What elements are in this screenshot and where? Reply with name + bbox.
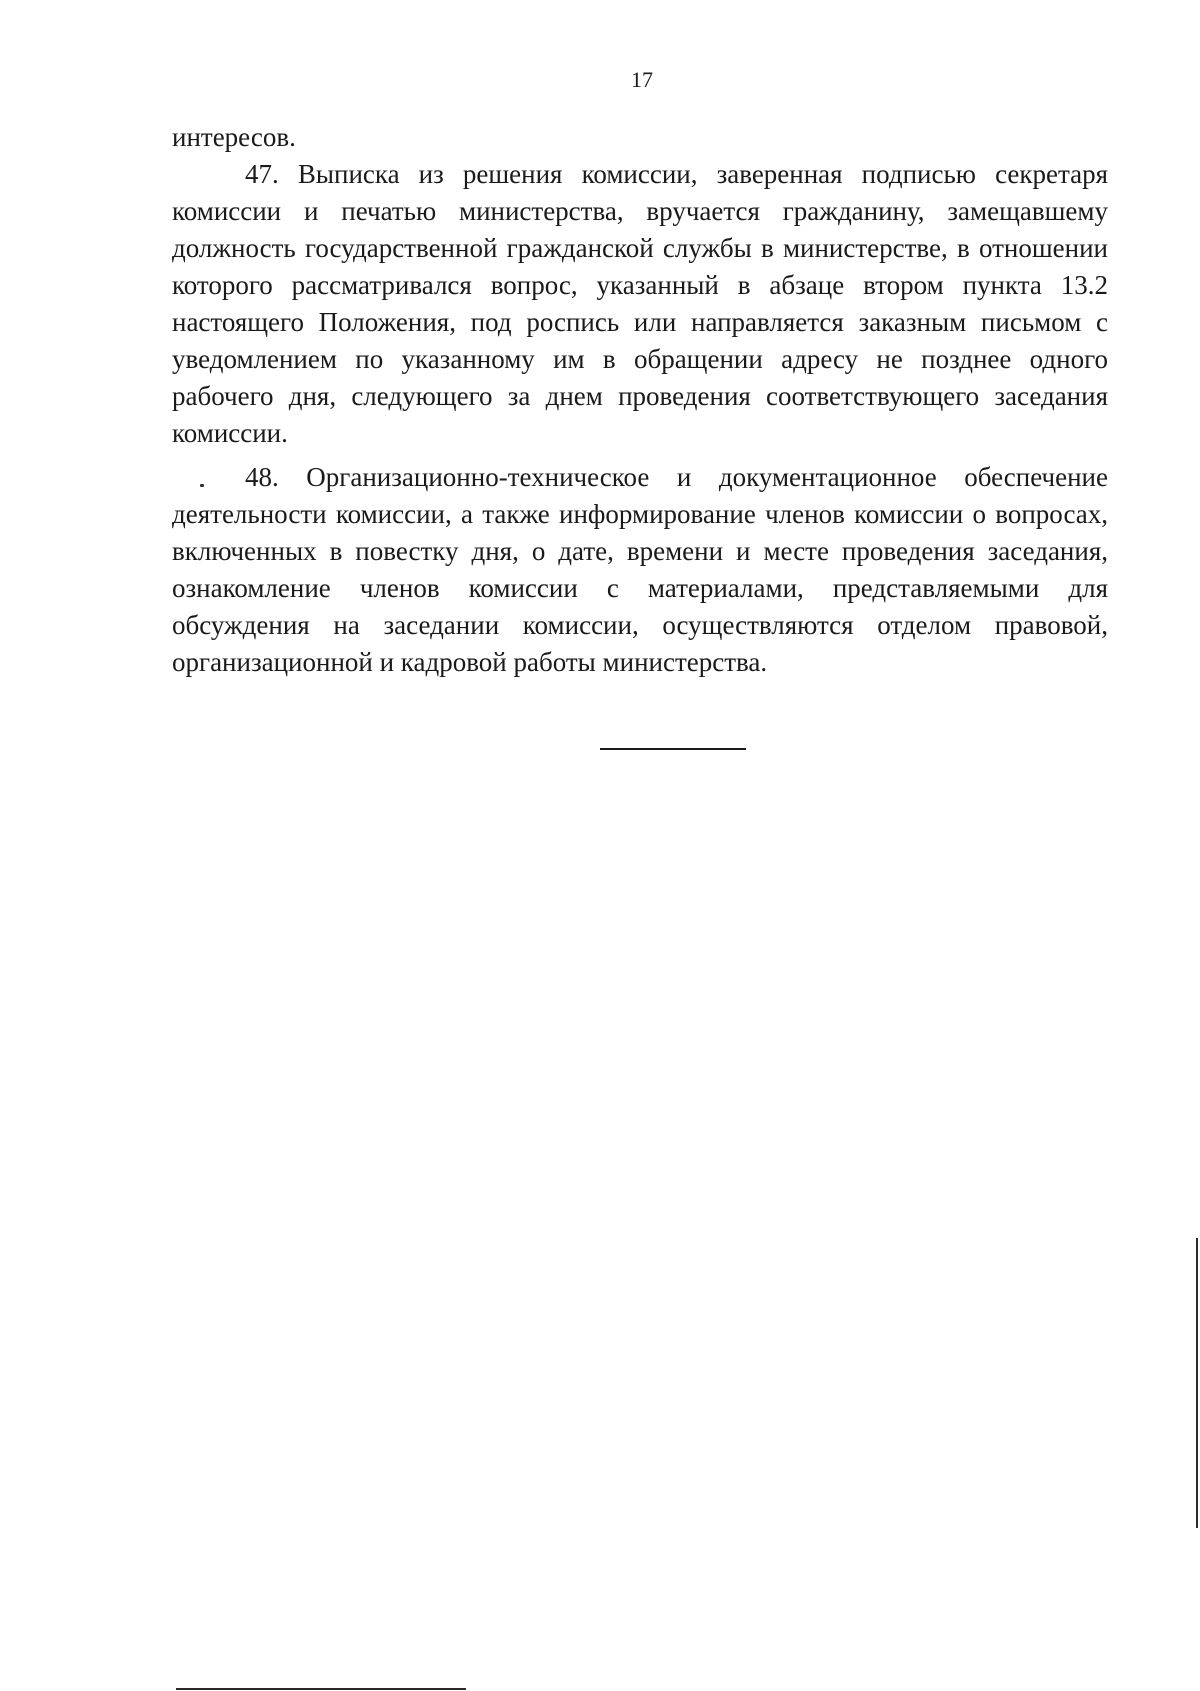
scan-speck — [200, 484, 204, 487]
page-number: 17 — [631, 67, 653, 92]
scan-edge-bottom — [176, 1688, 466, 1690]
scan-edge-right — [1196, 1238, 1198, 1528]
end-of-document-rule — [600, 748, 746, 750]
paragraph-continuation: интересов. — [172, 122, 296, 152]
paragraph-item-47: 47. Выписка из решения комиссии, заверенная подписью секретаря комиссии и печатью министерства, вручается гражданину, замещавшему должность государственной гражданской службы в министерстве, в отношении которого рассматривался вопрос, указанный в абзаце втором пункта 13.2 настоящего Положения, под роспись или направляется заказным письмом с уведомлением по указанному им в обращении адресу не позднее одного рабочего дня, следующего за днем проведения соответствующего заседания комиссии. — [172, 159, 1108, 448]
document-body — [172, 119, 1108, 681]
paragraph-item-48: 48. Организационно-техническое и документационное обеспечение деятельности комиссии, а также информирование членов комиссии о вопросах, включенных в повестку дня, о дате, времени и месте проведения заседания, ознакомление членов комиссии с материалами, представляемыми для обсуждения на заседании комиссии, осуществляются отделом правовой, организационной и кадровой работы министерства. — [172, 462, 1108, 677]
